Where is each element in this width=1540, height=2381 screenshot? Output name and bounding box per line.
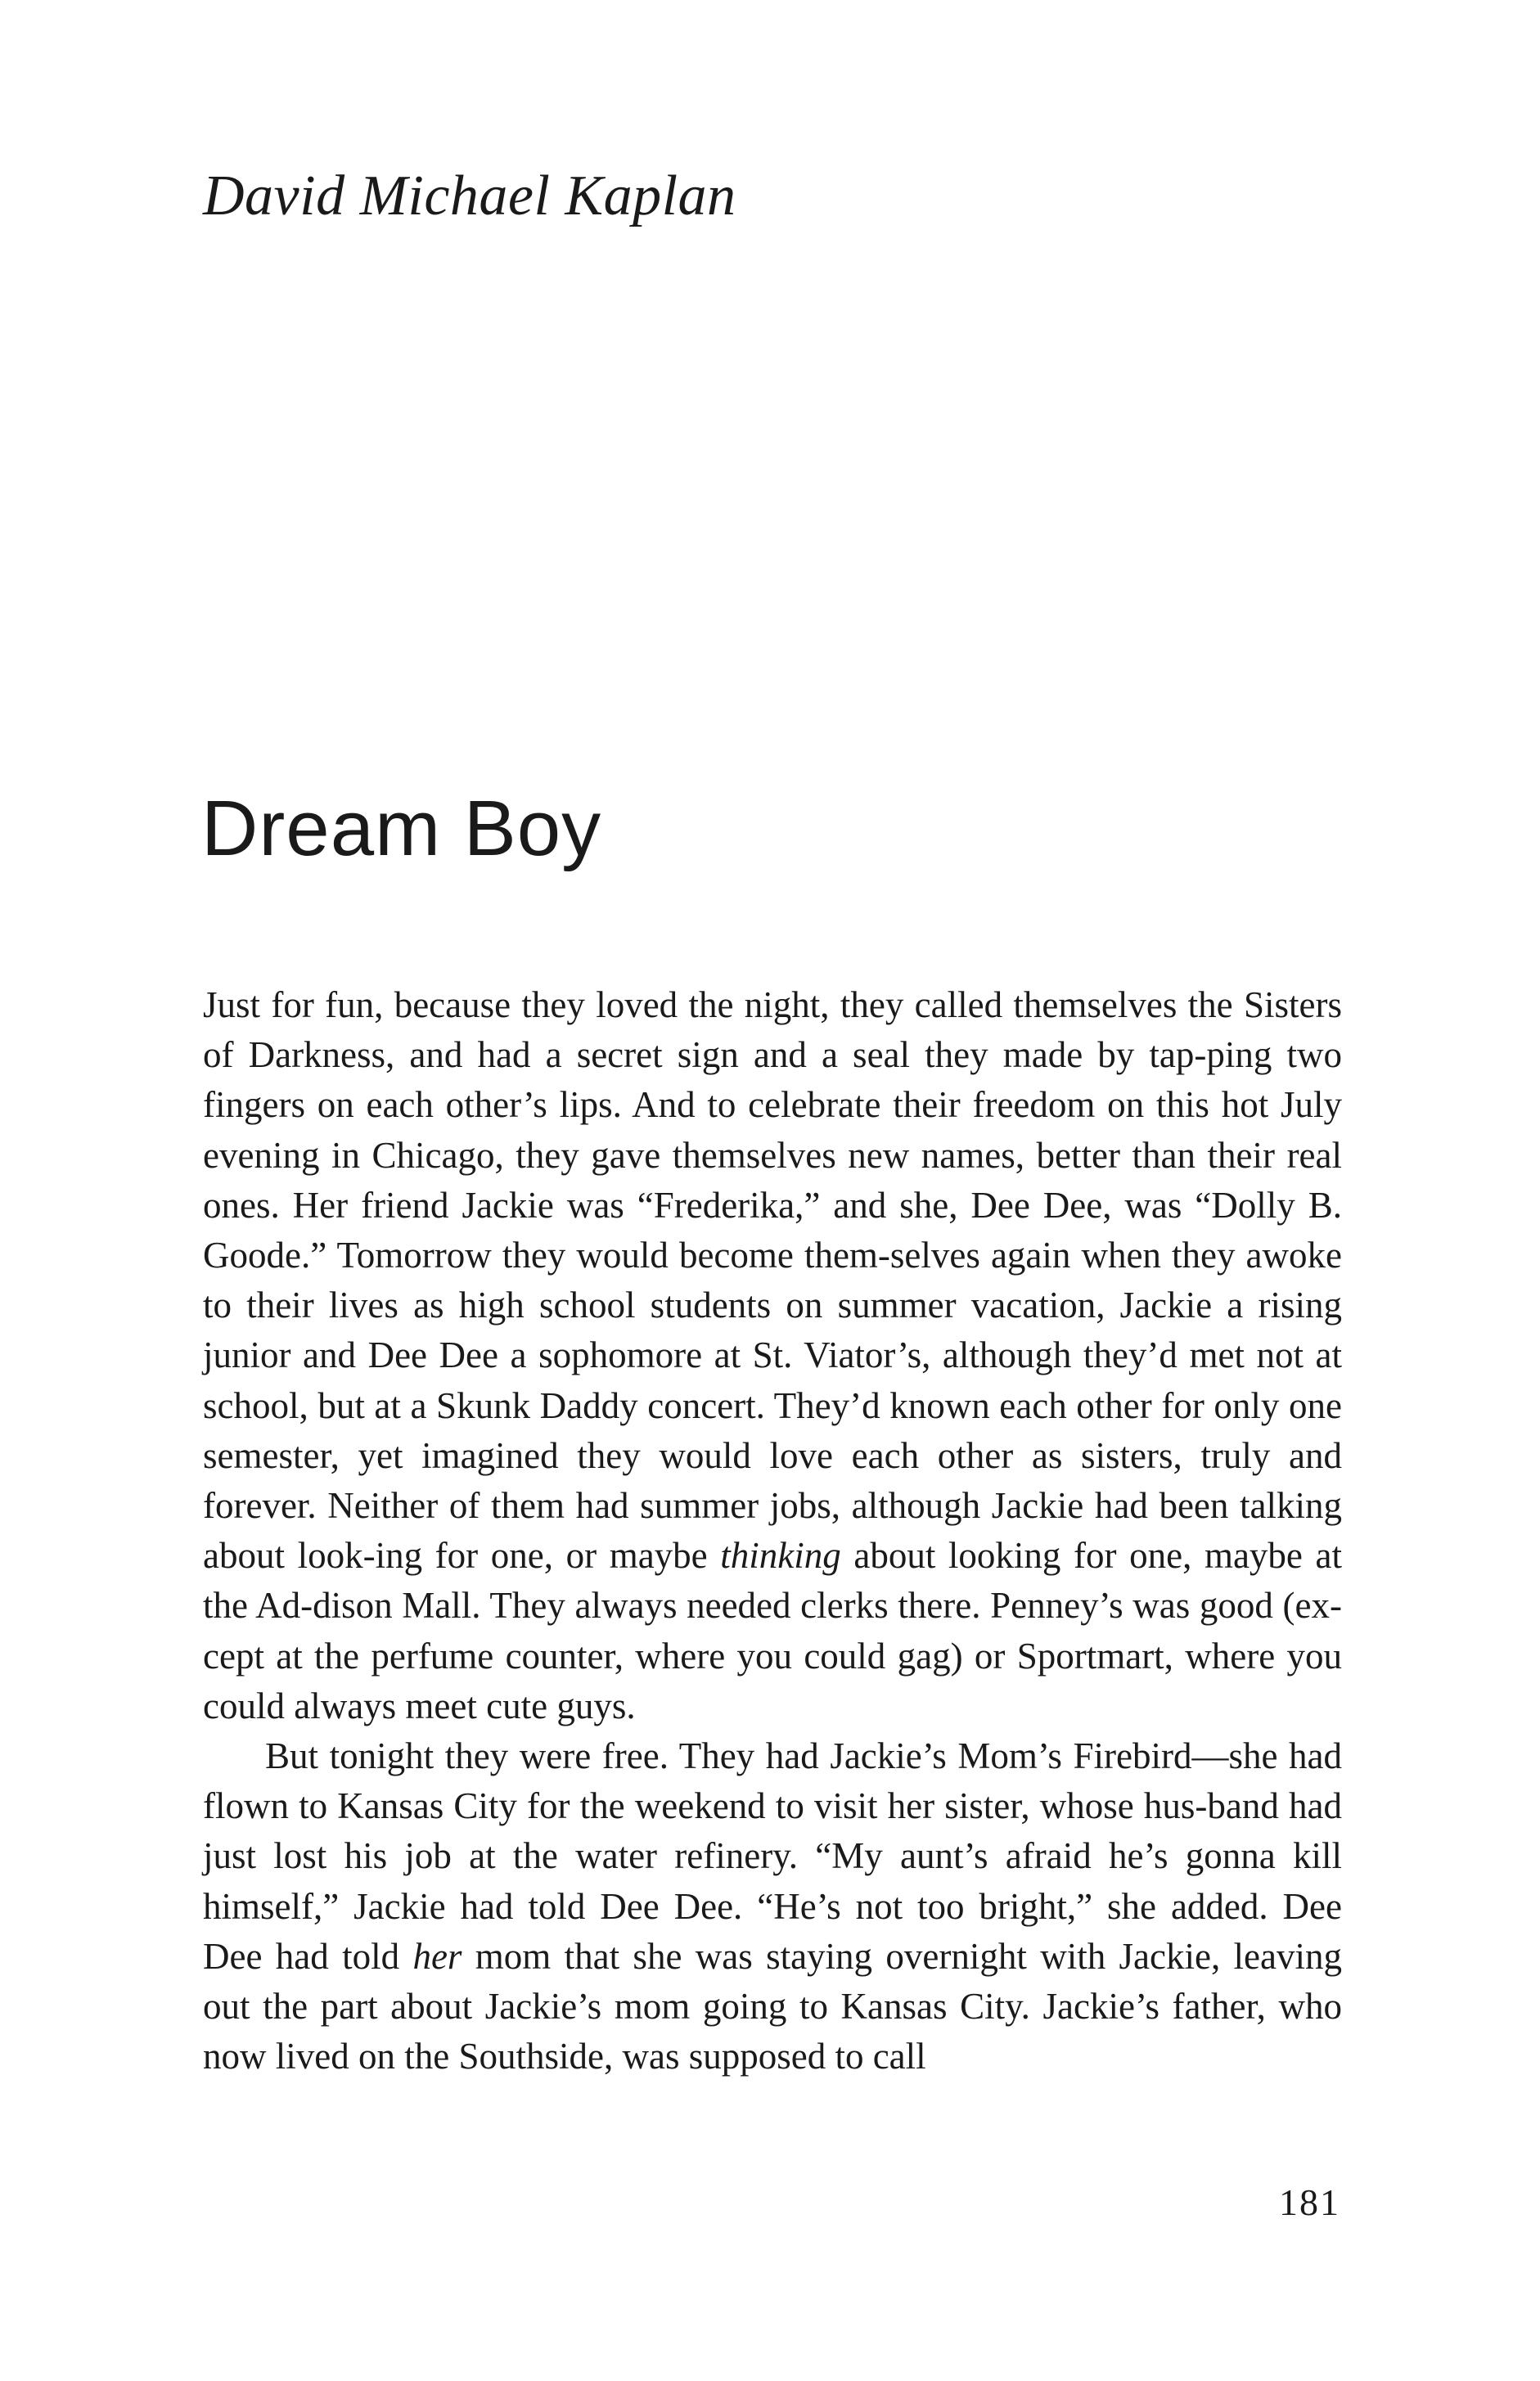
page-number: 181: [1279, 2181, 1340, 2223]
story-paragraph: [203, 980, 1342, 1731]
italic-text: thinking: [720, 1535, 841, 1577]
paragraph-text: about looking for one, maybe at the Ad-dison Mall. They always needed clerks there. Penney’s was good (ex-cept at the perfume counter, where you could gag) or Sportmart, where you could always meet cute guys.: [203, 1535, 1342, 1726]
story-title: Dream Boy: [201, 785, 602, 872]
italic-text: her: [412, 1935, 462, 1977]
paragraph-text: But tonight they were free. They had Jackie’s Mom’s Firebird—she had flown to Kansas City for the weekend to visit her sister, whose hus-band had just lost his job at the water refinery. “My aunt’s afraid he’s gonna kill himself,” Jackie had told Dee Dee. “He’s not too bright,” she added. Dee Dee had told: [203, 1735, 1342, 1977]
author-name: David Michael Kaplan: [203, 164, 736, 227]
paragraph-text: mom that she was staying overnight with Jackie, leaving out the part about Jackie’s mom going to Kansas City. Jackie’s father, who now lived on the Southside, was supposed to call: [203, 1935, 1343, 2077]
paragraph-text: Just for fun, because they loved the night, they called themselves the Sisters of Darkness, and had a secret sign and a seal they made by tap-ping two fingers on each other’s lips. And to celebrate their freedom on this hot July evening in Chicago, they gave themselves new names, better than their real ones. Her friend Jackie was “Frederika,” and she, Dee Dee, was “Dolly B. Goode.” Tomorrow they would become them-selves again when they awoke to their lives as high school students on summer vacation, Jackie a rising junior and Dee Dee a sophomore at St. Viator’s, although they’d met not at school, but at a Skunk Daddy concert. They’d known each other for only one semester, yet imagined they would love each other as sisters, truly and forever. Neither of them had summer jobs, although Jackie had been talking about look-ing for one, or maybe: [203, 984, 1342, 1577]
story-paragraph: [203, 1731, 1342, 2082]
story-body: [203, 980, 1342, 2082]
